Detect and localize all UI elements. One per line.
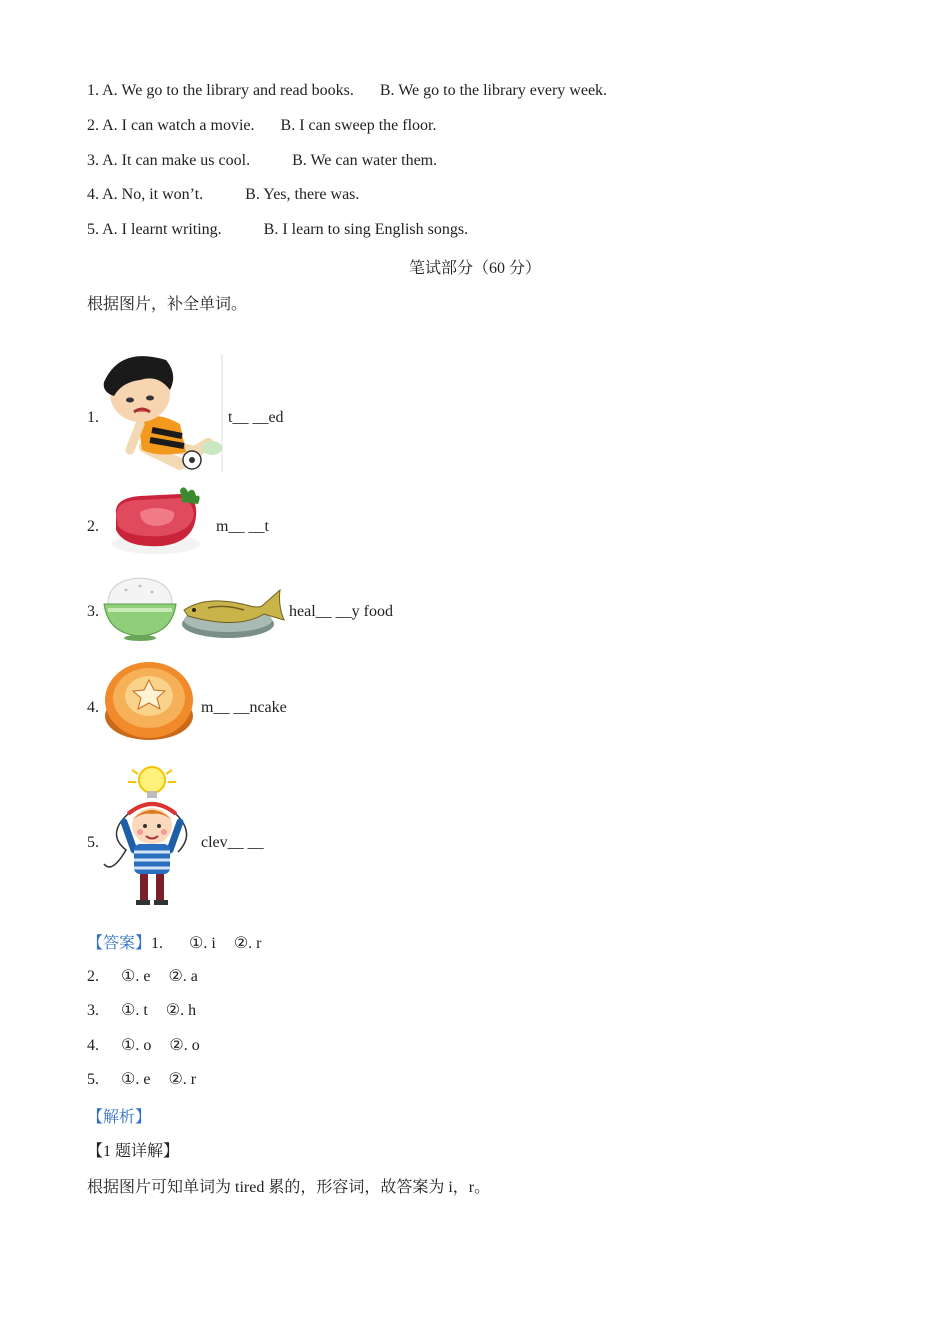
answer-row-1 bbox=[87, 930, 261, 953]
question-number: 4. bbox=[87, 699, 99, 716]
answer-number: 3. bbox=[87, 1002, 99, 1019]
option-row-1 bbox=[87, 82, 607, 100]
question-number: 2. bbox=[87, 518, 99, 535]
option-number: 3. bbox=[87, 152, 99, 169]
mooncake-icon bbox=[102, 656, 196, 744]
analysis-label: 【解析】 bbox=[87, 1109, 152, 1126]
answer-2: ②. r bbox=[168, 1071, 197, 1088]
answer-label: 【答案】 bbox=[87, 935, 152, 952]
fill-in-word: m__ __t bbox=[216, 518, 269, 535]
fill-in-word: t__ __ed bbox=[228, 409, 284, 426]
answer-row-5 bbox=[87, 1069, 196, 1089]
answer-number: 2. bbox=[87, 968, 99, 985]
fill-in-word: m__ __ncake bbox=[201, 699, 287, 716]
clever-boy-icon bbox=[102, 764, 198, 908]
answer-row-3 bbox=[87, 1000, 196, 1020]
fish-plate-icon bbox=[178, 576, 286, 642]
option-a: A. I learnt writing. bbox=[102, 221, 222, 238]
answer-number: 1. bbox=[151, 935, 164, 952]
question-number: 5. bbox=[87, 834, 99, 851]
section-title: 笔试部分（60 分） bbox=[408, 260, 541, 277]
answer-number: 5. bbox=[87, 1071, 99, 1088]
option-number: 5. bbox=[87, 221, 99, 238]
option-a: A. I can watch a movie. bbox=[102, 117, 255, 134]
answer-number: 4. bbox=[87, 1037, 99, 1054]
option-number: 1. bbox=[87, 82, 99, 99]
option-a: A. We go to the library and read books. bbox=[102, 82, 354, 99]
answer-2: ②. a bbox=[168, 968, 198, 985]
option-a: A. No, it won’t. bbox=[102, 186, 204, 203]
answer-1: ①. t bbox=[121, 1002, 148, 1019]
option-number: 4. bbox=[87, 186, 99, 203]
answer-row-2 bbox=[87, 966, 198, 986]
answer-1: ①. o bbox=[121, 1037, 152, 1054]
option-b: B. We can water them. bbox=[292, 152, 438, 169]
option-row-3 bbox=[87, 152, 437, 170]
answer-2: ②. r bbox=[233, 935, 262, 952]
option-row-4 bbox=[87, 186, 359, 204]
fill-in-word: clev__ __ bbox=[201, 834, 264, 851]
detail-label: 【1 题详解】 bbox=[87, 1143, 180, 1160]
answer-2: ②. o bbox=[169, 1037, 200, 1054]
answer-1: ①. i bbox=[189, 935, 216, 952]
instruction: 根据图片，补全单词。 bbox=[87, 296, 248, 313]
question-number: 3. bbox=[87, 603, 99, 620]
tired-boy-icon bbox=[100, 352, 224, 474]
meat-icon bbox=[110, 486, 202, 556]
rice-bowl-icon bbox=[102, 574, 178, 642]
detail-text: 根据图片可知单词为 tired 累的，形容词，故答案为 i，r。 bbox=[87, 1179, 491, 1196]
option-b: B. Yes, there was. bbox=[245, 186, 360, 203]
answer-2: ②. h bbox=[165, 1002, 197, 1019]
option-row-5 bbox=[87, 221, 468, 239]
question-number: 1. bbox=[87, 409, 99, 426]
option-b: B. I can sweep the floor. bbox=[280, 117, 437, 134]
option-number: 2. bbox=[87, 117, 99, 134]
answer-1: ①. e bbox=[121, 968, 151, 985]
fill-in-word: heal__ __y food bbox=[289, 603, 393, 620]
option-b: B. I learn to sing English songs. bbox=[263, 221, 469, 238]
option-row-2 bbox=[87, 117, 436, 135]
answer-row-4 bbox=[87, 1035, 200, 1055]
option-a: A. It can make us cool. bbox=[102, 152, 251, 169]
option-b: B. We go to the library every week. bbox=[379, 82, 608, 99]
answer-1: ①. e bbox=[121, 1071, 151, 1088]
